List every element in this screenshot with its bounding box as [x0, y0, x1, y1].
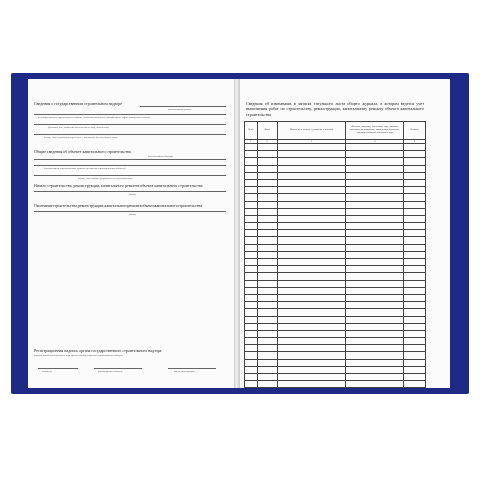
table-cell [245, 359, 258, 366]
table-row [245, 215, 426, 222]
changes-heading: Сведения об изменениях в записях титульного листа общего журнала, в котором ведется учет выполнения работ по строительству, реконструкции, капитальному ремонту объекта капитального строительства [246, 101, 424, 117]
table-cell [277, 330, 346, 337]
table-row [245, 352, 426, 359]
table-cell [245, 259, 258, 266]
table-cell [257, 158, 277, 165]
table-row [245, 237, 426, 244]
column-number-3: 3 [277, 140, 346, 144]
table-cell [257, 338, 277, 345]
left-page [28, 79, 234, 388]
table-cell [257, 359, 277, 366]
contacts-caption: (государственного строительного надзора, почтовые реквизиты, телефон/факс, адрес электронной почты) [38, 116, 150, 119]
table-cell [346, 302, 404, 309]
table-cell [346, 345, 404, 352]
start-date-caption: (дата) [129, 193, 136, 196]
table-cell [404, 223, 426, 230]
table-cell [404, 201, 426, 208]
table-cell [257, 179, 277, 186]
table-cell [257, 280, 277, 287]
table-cell [257, 259, 277, 266]
table-cell [346, 330, 404, 337]
table-cell [245, 158, 258, 165]
table-cell [346, 273, 404, 280]
table-cell [245, 330, 258, 337]
table-cell [277, 223, 346, 230]
table-cell [257, 309, 277, 316]
table-cell [257, 172, 277, 179]
table-cell [277, 230, 346, 237]
table-row [245, 287, 426, 294]
table-cell [277, 208, 346, 215]
table-cell [245, 287, 258, 294]
table-cell [277, 179, 346, 186]
table-cell [346, 144, 404, 151]
table-cell [404, 359, 426, 366]
table-row [245, 366, 426, 373]
table-cell [346, 316, 404, 323]
date-caption: (дата регистрации) [174, 370, 195, 373]
table-cell [346, 223, 404, 230]
table-cell [257, 287, 277, 294]
table-row [245, 172, 426, 179]
table-cell [277, 309, 346, 316]
table-cell [257, 366, 277, 373]
table-cell [404, 294, 426, 301]
date-line [168, 368, 216, 369]
table-cell [257, 266, 277, 273]
start-date-line [34, 191, 226, 192]
table-cell [245, 244, 258, 251]
column-header-person: Фамилия, инициалы, должность лица, внесшего изменения, наименование, дата, номер документа, подтверждающего полномочия лица [346, 122, 404, 140]
table-row [245, 302, 426, 309]
end-date-line [34, 211, 226, 212]
table-cell [346, 280, 404, 287]
table-row [245, 179, 426, 186]
table-cell [245, 381, 258, 388]
table-cell [277, 280, 346, 287]
table-row [245, 359, 426, 366]
name-line [94, 368, 142, 369]
table-cell [257, 381, 277, 388]
table-cell [245, 345, 258, 352]
table-cell [346, 194, 404, 201]
table-cell [404, 323, 426, 330]
table-cell [404, 244, 426, 251]
table-cell [245, 266, 258, 273]
table-cell [245, 237, 258, 244]
table-cell [245, 144, 258, 151]
table-cell [404, 273, 426, 280]
column-header-date: Дата [257, 122, 277, 140]
table-cell [346, 201, 404, 208]
table-row [245, 259, 426, 266]
column-number-5: 5 [404, 140, 426, 144]
table-cell [404, 352, 426, 359]
contacts-line [34, 114, 226, 115]
table-row [245, 208, 426, 215]
table-cell [346, 237, 404, 244]
table-cell [245, 302, 258, 309]
table-cell [277, 345, 346, 352]
table-cell [245, 323, 258, 330]
table-cell [245, 374, 258, 381]
table-cell [257, 187, 277, 194]
table-cell [245, 172, 258, 179]
table-cell [346, 338, 404, 345]
table-cell [245, 179, 258, 186]
table-row [245, 330, 426, 337]
table-cell [404, 251, 426, 258]
end-date-caption: (дата) [129, 213, 136, 216]
table-row [245, 266, 426, 273]
object-info-heading: Общие сведения об объекте капитального строительства [34, 149, 131, 154]
table-cell [346, 359, 404, 366]
table-cell [277, 273, 346, 280]
table-row [245, 251, 426, 258]
table-row [245, 316, 426, 323]
table-row [245, 280, 426, 287]
table-cell [257, 316, 277, 323]
table-cell [277, 294, 346, 301]
open-journal-spread [28, 79, 450, 388]
table-row [245, 381, 426, 388]
table-cell [404, 381, 426, 388]
table-cell [277, 215, 346, 222]
table-row [245, 165, 426, 172]
authority-caption: (наименование органа) [168, 108, 192, 111]
table-cell [277, 316, 346, 323]
table-cell [404, 280, 426, 287]
table-cell [277, 251, 346, 258]
permit-caption: (номер, дата выдачи разрешения на строительство) [78, 177, 133, 180]
table-cell [404, 144, 426, 151]
table-cell [277, 158, 346, 165]
table-cell [404, 172, 426, 179]
table-cell [277, 165, 346, 172]
table-cell [277, 266, 346, 273]
table-cell [346, 244, 404, 251]
table-cell [346, 165, 404, 172]
table-cell [245, 309, 258, 316]
table-cell [245, 352, 258, 359]
signature-line [38, 368, 78, 369]
person-caption: (фамилия, имя, отчество должностного лица, должность) [48, 126, 110, 129]
table-row [245, 187, 426, 194]
document-line [34, 134, 226, 135]
table-cell [404, 187, 426, 194]
table-cell [257, 237, 277, 244]
table-cell [404, 302, 426, 309]
table-cell [404, 179, 426, 186]
table-cell [346, 266, 404, 273]
table-cell [404, 374, 426, 381]
construction-start-heading: Начало строительства, реконструкции, капитального ремонта объекта капитального строительства [34, 183, 203, 188]
table-cell [277, 374, 346, 381]
table-cell [277, 244, 346, 251]
column-number-4: 4 [346, 140, 404, 144]
table-row [245, 144, 426, 151]
column-header-number: № п/п [245, 122, 258, 140]
table-cell [245, 251, 258, 258]
table-cell [277, 201, 346, 208]
table-cell [257, 251, 277, 258]
table-cell [277, 151, 346, 158]
table-cell [257, 230, 277, 237]
table-row [245, 244, 426, 251]
table-cell [277, 237, 346, 244]
column-header-signature: Подпись [404, 122, 426, 140]
table-cell [404, 215, 426, 222]
column-header-changes: Изменения в записях с указанием оснований [277, 122, 346, 140]
table-cell [257, 215, 277, 222]
table-cell [245, 187, 258, 194]
table-cell [257, 302, 277, 309]
table-row [245, 323, 426, 330]
table-cell [277, 323, 346, 330]
table-cell [346, 309, 404, 316]
table-cell [257, 165, 277, 172]
table-cell [257, 294, 277, 301]
table-row [245, 151, 426, 158]
person-line [34, 124, 226, 125]
table-cell [257, 374, 277, 381]
table-cell [346, 323, 404, 330]
table-cell [245, 201, 258, 208]
construction-end-heading: Окончаниестроительства,реконструкции,капитальногоремонтаобъектакапитальногостроительства [34, 203, 202, 208]
table-cell [404, 316, 426, 323]
name-caption: (расшифровка подписи) [98, 370, 123, 373]
table-row [245, 294, 426, 301]
table-cell [346, 158, 404, 165]
table-cell [346, 381, 404, 388]
table-cell [245, 230, 258, 237]
table-cell [257, 352, 277, 359]
changes-table-wrapper [244, 121, 426, 376]
table-cell [404, 345, 426, 352]
table-cell [346, 352, 404, 359]
table-cell [257, 244, 277, 251]
table-row [245, 201, 426, 208]
object-name-caption: (наименование объекта) [148, 155, 174, 158]
table-cell [346, 374, 404, 381]
table-cell [346, 151, 404, 158]
table-cell [404, 208, 426, 215]
table-cell [245, 215, 258, 222]
table-row [245, 223, 426, 230]
table-cell [277, 366, 346, 373]
table-cell [404, 287, 426, 294]
table-cell [277, 359, 346, 366]
table-cell [277, 381, 346, 388]
table-row [245, 230, 426, 237]
table-cell [404, 266, 426, 273]
table-cell [245, 151, 258, 158]
table-cell [346, 259, 404, 266]
table-cell [245, 338, 258, 345]
table-cell [257, 144, 277, 151]
table-row [245, 338, 426, 345]
state-supervision-heading: Сведения о государственном строительном надзоре [34, 101, 122, 106]
table-cell [245, 273, 258, 280]
table-cell [346, 287, 404, 294]
table-cell [245, 223, 258, 230]
table-cell [277, 338, 346, 345]
table-cell [257, 194, 277, 201]
right-page [240, 79, 450, 388]
table-cell [404, 158, 426, 165]
table-cell [404, 151, 426, 158]
table-cell [404, 330, 426, 337]
signature-caption: (подпись) [42, 370, 52, 373]
table-cell [346, 294, 404, 301]
table-cell [404, 338, 426, 345]
object-address-caption: (наименование строительства, краткие проектные характеристики объекта) [44, 167, 126, 170]
table-cell [404, 259, 426, 266]
table-row [245, 273, 426, 280]
table-row [245, 309, 426, 316]
table-cell [346, 187, 404, 194]
table-cell [346, 230, 404, 237]
table-row [245, 374, 426, 381]
table-cell [346, 179, 404, 186]
document-caption: (номер, дата приказа/распоряжения о назначении должностного лица) [44, 136, 118, 139]
table-cell [245, 294, 258, 301]
object-name-line [34, 159, 226, 160]
table-cell [404, 309, 426, 316]
table-cell [277, 144, 346, 151]
table-cell [245, 366, 258, 373]
table-cell [404, 194, 426, 201]
table-cell [257, 223, 277, 230]
table-cell [346, 208, 404, 215]
object-address-line [34, 165, 226, 166]
table-cell [404, 165, 426, 172]
table-cell [404, 230, 426, 237]
table-cell [277, 287, 346, 294]
table-cell [245, 165, 258, 172]
registration-heading: Регистрационная надпись органа государственного строительного надзора [34, 348, 162, 353]
table-cell [277, 352, 346, 359]
table-cell [245, 208, 258, 215]
table-cell [257, 273, 277, 280]
registration-caption: (наименование должностного лица органа государственного строительного надзора) [34, 354, 123, 357]
table-cell [277, 172, 346, 179]
table-row [245, 194, 426, 201]
table-cell [404, 237, 426, 244]
table-cell [404, 366, 426, 373]
table-cell [277, 302, 346, 309]
table-cell [346, 215, 404, 222]
table-cell [245, 194, 258, 201]
table-cell [346, 172, 404, 179]
table-row [245, 345, 426, 352]
column-number-2: 2 [257, 140, 277, 144]
permit-line [34, 175, 226, 176]
changes-table [244, 121, 426, 388]
table-cell [257, 208, 277, 215]
table-cell [257, 151, 277, 158]
table-cell [257, 201, 277, 208]
table-cell [277, 187, 346, 194]
table-cell [257, 323, 277, 330]
table-cell [245, 280, 258, 287]
table-cell [346, 366, 404, 373]
table-cell [257, 330, 277, 337]
table-cell [257, 345, 277, 352]
column-number-1: 1 [245, 140, 258, 144]
table-cell [245, 316, 258, 323]
supervision-authority-line [140, 106, 226, 107]
table-cell [277, 194, 346, 201]
table-cell [277, 259, 346, 266]
table-row [245, 158, 426, 165]
table-cell [346, 251, 404, 258]
